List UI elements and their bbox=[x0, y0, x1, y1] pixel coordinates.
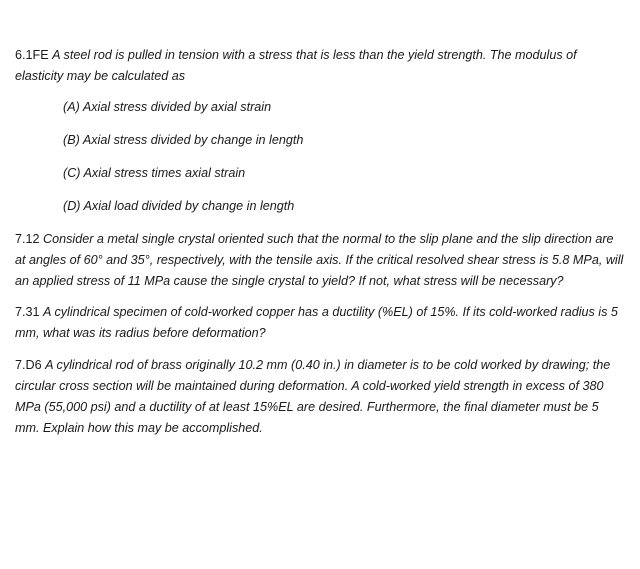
option-b: (B) Axial stress divided by change in length bbox=[63, 133, 304, 147]
problem-number: 6.1FE bbox=[15, 48, 49, 62]
problem-7-31 bbox=[15, 302, 625, 344]
problem-statement bbox=[15, 355, 625, 439]
problem-text: A steel rod is pulled in tension with a stress that is less than the yield strength. The modulus of elasticity may be calculated as bbox=[15, 48, 577, 83]
problem-6-1fe bbox=[15, 45, 625, 217]
problem-statement bbox=[15, 229, 625, 292]
problem-text: Consider a metal single crystal oriented such that the normal to the slip plane and the slip direction are at angles of 60° and 35°, respectively, with the tensile axis. If the critical resolved shear stress is 5.8 MPa, will an applied stress of 11 MPa cause the single crystal to yield? If not, what stress will be necessary? bbox=[15, 232, 624, 288]
option-c: (C) Axial stress times axial strain bbox=[63, 166, 246, 180]
option-a: (A) Axial stress divided by axial strain bbox=[63, 100, 272, 114]
problem-number: 7.31 bbox=[15, 305, 40, 319]
problem-statement bbox=[15, 302, 625, 344]
problem-text: A cylindrical rod of brass originally 10.2 mm (0.40 in.) in diameter is to be cold worked by drawing; the circular cross section will be maintained during deformation. A cold-worked yield strength in excess of 380 MPa (55,000 psi) and a ductility of at least 15%EL are desired. Furthermore, the final diameter must be 5 mm. Explain how this may be accomplished. bbox=[15, 358, 611, 435]
answer-options bbox=[63, 97, 625, 217]
problem-statement bbox=[15, 45, 625, 87]
problem-7-12 bbox=[15, 229, 625, 292]
problem-text: A cylindrical specimen of cold-worked copper has a ductility (%EL) of 15%. If its cold-worked radius is 5 mm, what was its radius before deformation? bbox=[15, 305, 618, 340]
problem-number: 7.12 bbox=[15, 232, 40, 246]
option-d: (D) Axial load divided by change in length bbox=[63, 199, 295, 213]
problem-7-d6 bbox=[15, 355, 625, 439]
problem-number: 7.D6 bbox=[15, 358, 42, 372]
document-page bbox=[15, 45, 625, 439]
